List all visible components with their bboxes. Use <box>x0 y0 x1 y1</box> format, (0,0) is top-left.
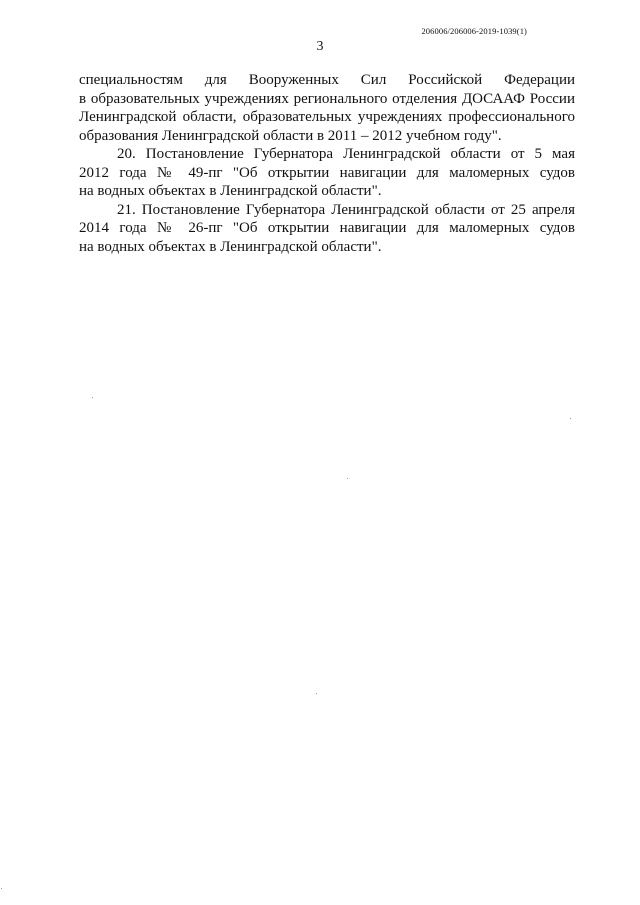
document-body <box>79 71 575 256</box>
scan-speck <box>92 397 93 398</box>
text-line: на водных объектах в Ленинградской области". <box>79 238 382 255</box>
scan-speck <box>570 418 571 419</box>
page-number: 3 <box>316 39 324 54</box>
scan-speck <box>1 888 2 889</box>
text-line: специальностям для Вооруженных Сил Российской Федерации <box>79 72 575 88</box>
paragraph-continuation <box>79 71 575 145</box>
document-id: 206006/206006-2019-1039(1) <box>421 26 527 36</box>
text-line: 21. Постановление Губернатора Ленинградской области от 25 апреля <box>117 201 575 218</box>
text-line: 2012 года № 49-пг "Об открытии навигации для маломерных судов <box>79 164 575 181</box>
text-line: 20. Постановление Губернатора Ленинградской области от 5 мая <box>117 146 575 162</box>
paragraph-item-21 <box>79 201 575 257</box>
text-line: 2014 года № 26-пг "Об открытии навигации для маломерных судов <box>79 220 575 236</box>
text-line: в образовательных учреждениях регионального отделения ДОСААФ России <box>79 90 575 107</box>
scan-speck <box>347 478 348 479</box>
text-line: Ленинградской области, образовательных учреждениях профессионального <box>79 109 575 125</box>
scan-speck <box>316 693 317 694</box>
text-line: образования Ленинградской области в 2011 – 2012 учебном году". <box>79 127 502 144</box>
text-line: на водных объектах в Ленинградской области". <box>79 183 382 199</box>
paragraph-item-20 <box>79 145 575 201</box>
